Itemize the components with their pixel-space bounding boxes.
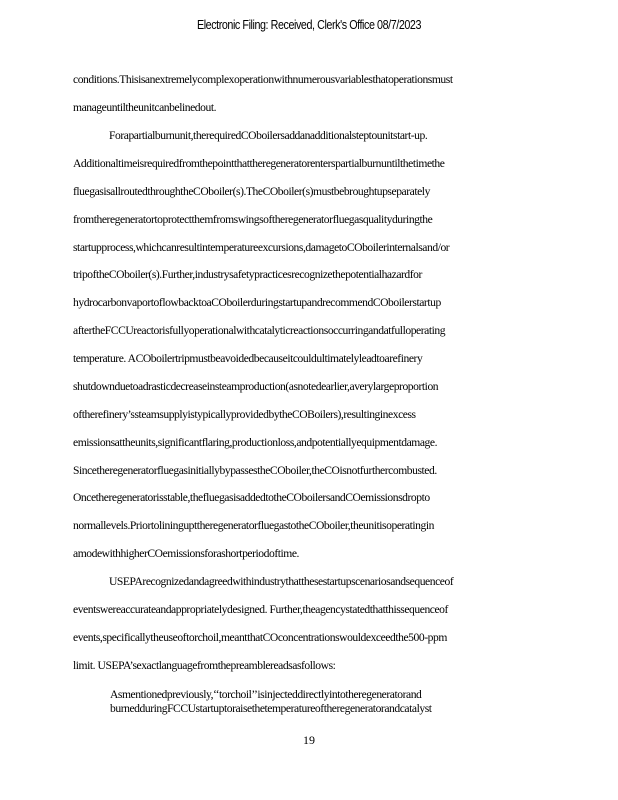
body-line: eventswereaccurateandappropriatelydesigned. Further,theagencystatedthatthissequenceof: [73, 603, 448, 616]
blockquote-line: burnedduringFCCUstartuptoraisethetemperatureoftheregeneratorandcatalyst: [110, 702, 432, 715]
body-line: Forapartialburnunit,therequiredCOboilersaddanadditionalsteptounitstart-up.: [109, 129, 428, 142]
body-line: startupprocess,whichcanresultintemperatureexcursions,damagetoCOboilerinternalsand/or: [73, 241, 450, 254]
body-line: conditions.Thisisanextremelycomplexoperationwithnumerousvariablesthatoperationsmust: [73, 73, 453, 86]
blockquote-line: Asmentionedpreviously,‘‘torchoil’’isinjecteddirectlyintotheregeneratorand: [110, 688, 422, 701]
body-line: tripoftheCOboiler(s).Further,industrysafetypracticesrecognizethepotentialhazardfor: [73, 268, 422, 281]
body-line: Additionaltimeisrequiredfromthepointthattheregeneratorenterspartialburnuntilthetimethe: [73, 157, 445, 170]
body-line: fromtheregeneratortoprotectthemfromswingsoftheregeneratorfluegasqualityduringthe: [73, 213, 433, 226]
body-line: aftertheFCCUreactorisfullyoperationalwithcatalyticreactionsoccurringandatfulloperating: [73, 324, 446, 337]
body-line: hydrocarbonvaportoflowbacktoaCOboilerduringstartupandrecommendCOboilerstartup: [73, 296, 441, 309]
body-line: normallevels.PriortoliningupttheregeneratorfluegastotheCOboiler,theunitisoperatingin: [73, 519, 434, 532]
body-line: oftherefinery’ssteamsupplyistypicallyprovidedbytheCOBoilers),resultinginexcess: [73, 408, 416, 421]
body-line: temperature. ACOboilertripmustbeavoidedbecauseitcouldultimatelyleadtoarefinery: [73, 352, 423, 365]
body-line: manageuntiltheunitcanbelinedout.: [73, 101, 217, 114]
body-line: SincetheregeneratorfluegasinitiallybypassestheCOboiler,theCOisnotfurthercombusted.: [73, 464, 437, 477]
body-line: USEPArecognizedandagreedwithindustrythatthesestartupscenariosandsequenceof: [109, 575, 454, 588]
body-line: shutdownduetoadrasticdecreaseinsteamproduction(asnotedearlier,averylargeproportion: [73, 380, 439, 393]
body-line: amodewithhigherCOemissionsforashortperiodoftime.: [73, 547, 300, 560]
body-line: Oncetheregeneratorisstable,thefluegasisaddedtotheCOboilersandCOemissionsdropto: [73, 491, 430, 504]
filing-header: Electronic Filing: Received, Clerk's Office 08/7/2023: [196, 18, 422, 32]
page-number: 19: [303, 733, 315, 747]
body-line: emissionsattheunits,significantflaring,productionloss,andpotentiallyequipmentdamage.: [73, 436, 438, 449]
body-line: events,specificallytheuseoftorchoil,meantthatCOconcentrationswouldexceedthe500-ppm: [73, 631, 447, 644]
body-line: limit. USEPA’sexactlanguagefromthepreamblereadsasfollows:: [73, 659, 336, 672]
body-line: fluegasisallroutedthroughtheCOboiler(s).TheCOboiler(s)mustbebroughtupseparately: [73, 185, 430, 198]
